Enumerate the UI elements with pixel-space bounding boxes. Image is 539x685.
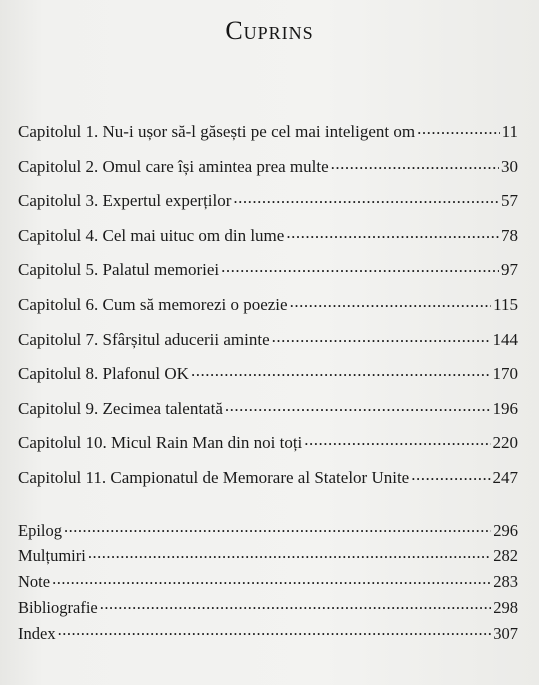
dot-leader	[411, 466, 490, 483]
entry-page-number: 170	[492, 364, 518, 384]
toc-entry-bibliography	[18, 596, 518, 622]
entry-page-number: 220	[492, 433, 518, 453]
entry-page-number: 30	[501, 156, 518, 176]
entry-page-number: 307	[493, 623, 518, 643]
dot-leader	[304, 431, 490, 448]
toc-entry-chapter-4	[18, 224, 518, 259]
entry-title: Capitolul 9. Zecimea talentată	[18, 398, 223, 418]
dot-leader	[88, 545, 491, 562]
dot-leader	[221, 258, 499, 275]
dot-leader	[64, 519, 491, 536]
entry-title: Capitolul 1. Nu-i ușor să-l găsești pe cel mai inteligent om	[18, 122, 416, 141]
entry-title: Capitolul 8. Plafonul OK	[18, 364, 189, 384]
toc-entry-chapter-9	[18, 397, 518, 432]
entry-page-number: 298	[493, 597, 518, 617]
entry-title: Capitolul 2. Omul care își amintea prea multe	[18, 156, 329, 176]
dot-leader	[272, 328, 491, 345]
dot-leader	[225, 397, 491, 414]
entry-title: Mulțumiri	[18, 546, 86, 566]
toc-entry-chapter-7	[18, 328, 518, 363]
entry-page-number: 196	[492, 398, 518, 418]
dot-leader	[290, 293, 492, 310]
entry-page-number: 283	[493, 572, 518, 592]
entry-page-number: 282	[493, 546, 518, 566]
chapter-list	[18, 120, 518, 501]
toc-entry-chapter-8	[18, 362, 518, 397]
dot-leader	[52, 571, 491, 588]
entry-title: Epilog	[18, 520, 62, 540]
entry-title: Capitolul 3. Expertul experților	[18, 191, 232, 211]
entry-page-number: 97	[501, 260, 518, 280]
entry-page-number: 11	[501, 122, 518, 141]
toc-entry-chapter-6	[18, 293, 518, 328]
toc-entry-chapter-5	[18, 258, 518, 293]
dot-leader	[417, 120, 500, 137]
toc-entry-chapter-2	[18, 155, 518, 190]
entry-title: Capitolul 4. Cel mai uituc om din lume	[18, 225, 285, 245]
toc-entry-chapter-1	[18, 120, 518, 155]
entry-title: Capitolul 5. Palatul memoriei	[18, 260, 220, 280]
dot-leader	[331, 155, 499, 172]
toc-entry-chapter-11	[18, 466, 518, 501]
entry-title: Bibliografie	[18, 597, 98, 617]
entry-page-number: 296	[493, 520, 518, 540]
page-title: Cuprins	[225, 16, 314, 45]
entry-title: Capitolul 10. Micul Rain Man din noi toți	[18, 433, 303, 453]
entry-title: Note	[18, 572, 51, 592]
entry-title: Capitolul 11. Campionatul de Memorare al Statelor Unite	[18, 467, 410, 487]
dot-leader	[100, 596, 492, 613]
toc-entry-index	[18, 622, 518, 648]
toc-entry-epilog	[18, 519, 518, 545]
dot-leader	[286, 224, 499, 241]
toc-entry-notes	[18, 571, 518, 597]
entry-title: Capitolul 7. Sfârșitul aducerii aminte	[18, 329, 270, 349]
toc-entry-acknowledgements	[18, 545, 518, 571]
dot-leader	[191, 362, 491, 379]
entry-page-number: 115	[493, 294, 518, 314]
entry-page-number: 247	[492, 467, 518, 487]
back-matter-list	[18, 519, 518, 648]
entry-title: Capitolul 6. Cum să memorezi o poezie	[18, 294, 288, 314]
entry-page-number: 144	[492, 329, 518, 349]
toc-entry-chapter-10	[18, 431, 518, 466]
entry-page-number: 78	[501, 225, 518, 245]
entry-page-number: 57	[501, 191, 518, 211]
dot-leader	[58, 622, 492, 639]
toc-entry-chapter-3	[18, 189, 518, 224]
entry-title: Index	[18, 623, 56, 643]
dot-leader	[233, 189, 499, 206]
